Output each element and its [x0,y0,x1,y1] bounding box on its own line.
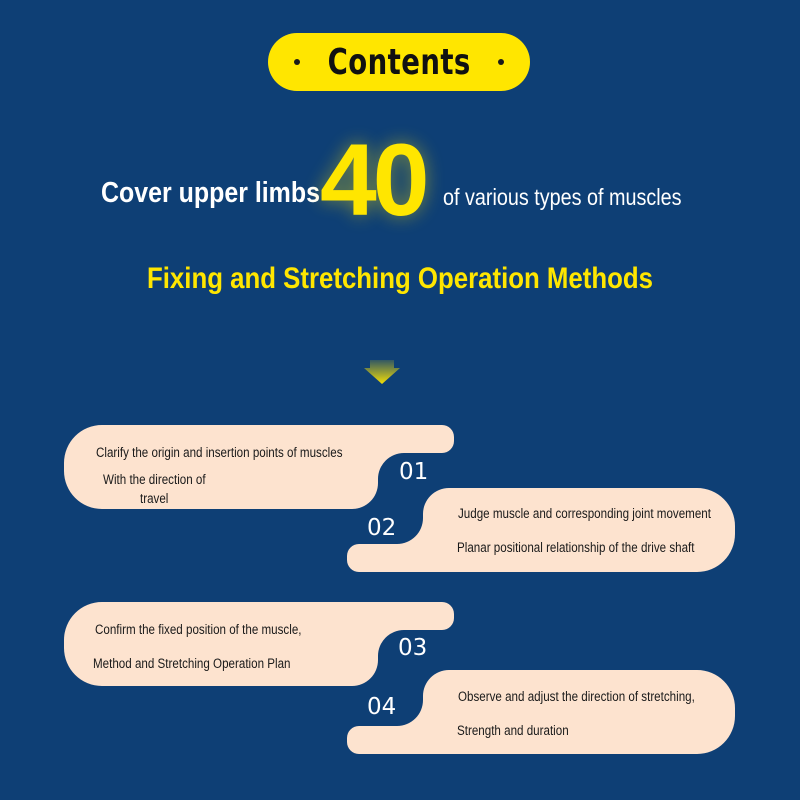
headline-right: of various types of muscles [443,184,682,210]
step-number-04: 04 [367,694,397,720]
step-04-line-1: Observe and adjust the direction of stretching, [458,689,695,704]
dot-left-icon [294,59,300,65]
step-03-line-1: Confirm the fixed position of the muscle, [95,622,302,637]
title-pill [268,33,530,91]
step-card-04 [345,670,737,756]
step-03-line-2: Method and Stretching Operation Plan [93,656,291,671]
step-02-line-2: Planar positional relationship of the drive shaft [457,540,695,555]
step-number-02: 02 [367,515,397,541]
step-04-line-2: Strength and duration [457,723,569,738]
down-arrow-icon [364,360,400,384]
step-01-line-1: Clarify the origin and insertion points of muscles [96,445,343,460]
page-title: Contents [327,41,471,83]
step-01-line-2: With the direction of [103,472,206,487]
headline [0,123,800,237]
headline-left: Cover upper limbs [101,177,320,209]
step-02-line-1: Judge muscle and corresponding joint movement [458,506,711,521]
subheading: Fixing and Stretching Operation Methods [146,262,653,295]
dot-right-icon [498,59,504,65]
step-number-01: 01 [399,459,429,485]
step-number-03: 03 [398,635,428,661]
step-card-02 [345,488,737,574]
headline-number: 40 [320,123,426,237]
step-01-line-3: travel [140,491,169,506]
